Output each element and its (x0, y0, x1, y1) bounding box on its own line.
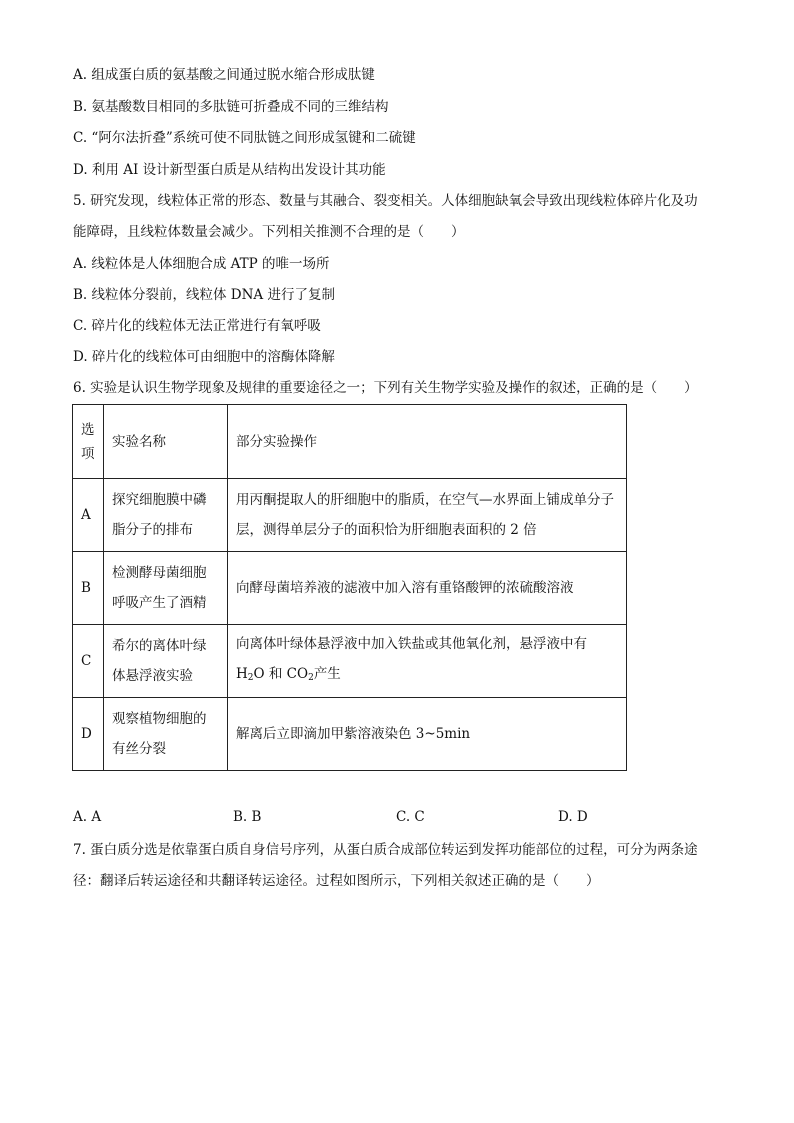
table-row (73, 625, 627, 698)
table-row (73, 698, 627, 771)
q7-stem-line1: 7. 蛋白质分选是依靠蛋白质自身信号序列，从蛋白质合成部位转运到发挥功能部位的过程，可分为两条途 (73, 842, 698, 858)
table-row (73, 552, 627, 625)
row-experiment-name: 探究细胞膜中磷脂分子的排布 (104, 479, 228, 552)
q7-stem-line2: 径：翻译后转运途径和共翻译转运途径。过程如图所示，下列相关叙述正确的是（ ） (73, 873, 600, 889)
experiment-table (72, 404, 627, 771)
q6-answer-b: B. B (233, 809, 262, 825)
row-experiment-name: 希尔的离体叶绿体悬浮液实验 (104, 625, 228, 698)
q5-stem-line2: 能障碍，且线粒体数量会减少。下列相关推测不合理的是（ ） (73, 224, 465, 240)
subscript-2: 2 (247, 673, 254, 683)
q6-answer-d: D. D (558, 809, 588, 825)
q4-option-a: A. 组成蛋白质的氨基酸之间通过脱水缩合形成肽键 (73, 67, 375, 83)
row-experiment-name: 观察植物细胞的有丝分裂 (104, 698, 228, 771)
q6-answer-a: A. A (73, 809, 102, 825)
subscript-2: 2 (308, 673, 314, 683)
q5-stem-line1: 5. 研究发现，线粒体正常的形态、数量与其融合、裂变相关。人体细胞缺氧会导致出现线粒体碎片化及功 (73, 193, 698, 209)
table-row (73, 479, 627, 552)
row-operation: 解离后立即滴加甲紫溶液染色 3~5min (228, 698, 627, 771)
operation-text-mid: O 和 CO (253, 666, 309, 682)
q4-option-b: B. 氨基酸数目相同的多肽链可折叠成不同的三维结构 (73, 99, 389, 115)
row-operation: 向酵母菌培养液的滤液中加入溶有重铬酸钾的浓硫酸溶液 (228, 552, 627, 625)
q4-option-d: D. 利用 AI 设计新型蛋白质是从结构出发设计其功能 (73, 162, 386, 178)
header-option: 选项 (73, 405, 104, 479)
row-option: D (73, 698, 104, 771)
q5-option-c: C. 碎片化的线粒体无法正常进行有氧呼吸 (73, 318, 321, 334)
operation-text-pre: 向离体叶绿体悬浮液中加入铁盐或其他氧化剂，悬浮液中有 H (236, 636, 587, 682)
row-operation (228, 625, 627, 698)
row-operation: 用丙酮提取人的肝细胞中的脂质，在空气—水界面上铺成单分子层，测得单层分子的面积恰为肝细胞表面积的 2 倍 (228, 479, 627, 552)
q6-stem: 6. 实验是认识生物学现象及规律的重要途径之一；下列有关生物学实验及操作的叙述，正确的是（ ） (73, 380, 698, 396)
table-header-row (73, 405, 627, 479)
row-option: A (73, 479, 104, 552)
q5-option-d: D. 碎片化的线粒体可由细胞中的溶酶体降解 (73, 349, 335, 365)
row-option: C (73, 625, 104, 698)
row-experiment-name: 检测酵母菌细胞呼吸产生了酒精 (104, 552, 228, 625)
q4-option-c: C. “阿尔法折叠”系统可使不同肽链之间形成氢键和二硫键 (73, 130, 416, 146)
operation-text-post: 产生 (313, 666, 341, 682)
header-operation: 部分实验操作 (228, 405, 627, 479)
row-option: B (73, 552, 104, 625)
q5-option-b: B. 线粒体分裂前，线粒体 DNA 进行了复制 (73, 287, 335, 303)
q6-answer-c: C. C (396, 809, 425, 825)
header-experiment-name: 实验名称 (104, 405, 228, 479)
q5-option-a: A. 线粒体是人体细胞合成 ATP 的唯一场所 (73, 256, 330, 272)
